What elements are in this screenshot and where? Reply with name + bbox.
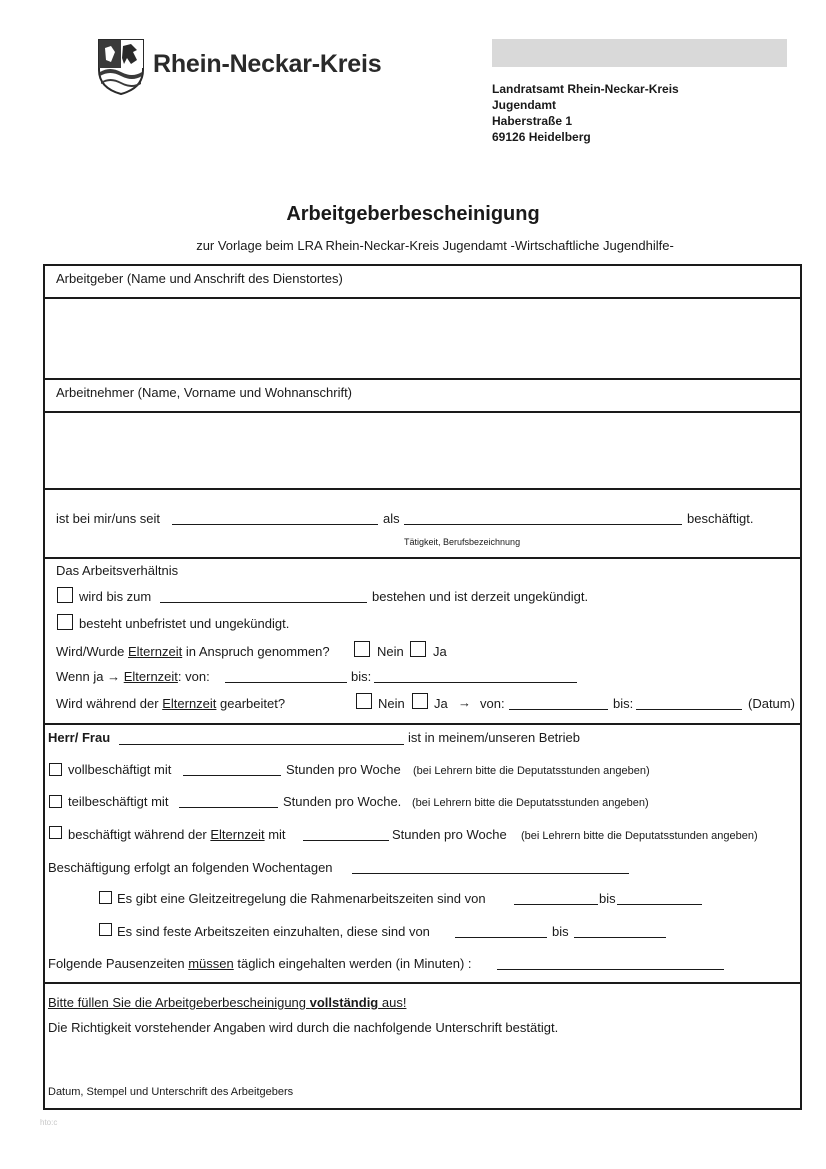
fixed-hours-checkbox[interactable] <box>99 923 112 936</box>
as-label: als <box>383 511 400 526</box>
logo-wordmark: Rhein-Neckar-Kreis <box>153 50 382 78</box>
q1-no-label: Nein <box>377 644 404 659</box>
breaks-underlined: müssen <box>188 956 234 971</box>
q2-prefix: Wird während der <box>56 696 163 711</box>
q2-to-label: bis: <box>613 696 634 711</box>
notice-bold: vollständig <box>309 995 379 1010</box>
q2-yes-label: Ja <box>434 696 448 711</box>
if-yes-underlined: Elternzeit <box>123 669 178 684</box>
employee-input-area[interactable] <box>45 413 800 488</box>
flextime-label: Es gibt eine Gleitzeitregelung die Rahmenarbeitszeiten sind von <box>117 891 486 906</box>
work-during-leave-question <box>56 696 285 711</box>
completion-notice <box>48 995 406 1010</box>
parental-work-label <box>68 827 286 842</box>
fulltime-checkbox[interactable] <box>49 763 62 776</box>
breaks-suffix: täglich eingehalten werden (in Minuten) : <box>233 956 472 971</box>
q2-date-hint: (Datum) <box>748 696 795 711</box>
fixed-hours-to-field[interactable] <box>574 937 666 938</box>
if-yes-line <box>56 669 210 684</box>
parental-work-suffix: Stunden pro Woche <box>392 827 507 842</box>
q1-prefix: Wird/Wurde <box>56 644 128 659</box>
fulltime-suffix: Stunden pro Woche <box>286 762 401 777</box>
q2-no-label: Nein <box>378 696 405 711</box>
fixed-hours-label: Es sind feste Arbeitszeiten einzuhalten, diese sind von <box>117 924 430 939</box>
signature-label: Datum, Stempel und Unterschrift des Arbeitgebers <box>48 1086 294 1098</box>
person-name-field[interactable] <box>119 744 404 745</box>
q2-no-checkbox[interactable] <box>356 693 372 709</box>
until-suffix: bestehen und ist derzeit ungekündigt. <box>372 589 589 604</box>
q2-suffix: gearbeitet? <box>216 696 286 711</box>
until-label: wird bis zum <box>79 589 152 604</box>
parental-work-hours-field[interactable] <box>303 840 389 841</box>
q1-suffix: in Anspruch genommen? <box>182 644 330 659</box>
q2-to-field[interactable] <box>636 709 742 710</box>
breaks-prefix: Folgende Pausenzeiten <box>48 956 189 971</box>
employer-input-area[interactable] <box>45 299 800 378</box>
ez-prefix: beschäftigt während der <box>68 827 211 842</box>
breaks-label <box>48 956 472 971</box>
parttime-hours-field[interactable] <box>179 807 278 808</box>
notice-suffix: aus! <box>378 995 407 1010</box>
notice-prefix: Bitte füllen Sie die Arbeitgeberbescheinigung <box>48 995 310 1010</box>
divider <box>43 488 802 490</box>
arrow-right-icon: → <box>107 669 121 684</box>
employer-label: Arbeitgeber (Name und Anschrift des Dienstortes) <box>56 271 343 286</box>
leave-to-field[interactable] <box>374 682 577 683</box>
document-subtitle: zur Vorlage beim LRA Rhein-Neckar-Kreis Jugendamt -Wirtschaftliche Jugendhilfe- <box>196 238 674 253</box>
relationship-heading: Das Arbeitsverhältnis <box>56 563 179 578</box>
leave-to-label: bis: <box>351 669 372 684</box>
address-line: 69126 Heidelberg <box>492 130 591 144</box>
flextime-checkbox[interactable] <box>99 891 112 904</box>
divider <box>43 723 802 725</box>
flextime-to-label: bis <box>599 891 616 906</box>
parental-work-note: (bei Lehrern bitte die Deputatsstunden angeben) <box>521 830 758 842</box>
coat-of-arms-logo <box>97 38 145 96</box>
if-yes-from: : von: <box>177 669 210 684</box>
document-title: Arbeitgeberbescheinigung <box>286 203 540 225</box>
job-title-field[interactable] <box>404 524 682 525</box>
until-date-field[interactable] <box>160 602 367 603</box>
q2-from-field[interactable] <box>509 709 608 710</box>
flextime-from-field[interactable] <box>514 904 598 905</box>
address-placeholder-bar <box>492 39 787 67</box>
q2-yes-checkbox[interactable] <box>412 693 428 709</box>
parttime-label: teilbeschäftigt mit <box>68 794 169 809</box>
weekdays-field[interactable] <box>352 873 629 874</box>
parttime-note: (bei Lehrern bitte die Deputatsstunden angeben) <box>412 797 649 809</box>
leave-from-field[interactable] <box>225 682 347 683</box>
fixed-hours-from-field[interactable] <box>455 937 547 938</box>
authority-address <box>492 81 679 145</box>
signature-area[interactable] <box>45 1040 800 1080</box>
divider <box>43 557 802 559</box>
q1-yes-label: Ja <box>433 644 447 659</box>
divider <box>43 982 802 984</box>
indefinite-checkbox[interactable] <box>57 614 73 630</box>
divider <box>43 378 802 380</box>
ez-underlined: Elternzeit <box>210 827 265 842</box>
indefinite-label: besteht unbefristet und ungekündigt. <box>79 616 290 631</box>
watermark: hto:c <box>40 1118 58 1127</box>
breaks-field[interactable] <box>497 969 724 970</box>
q2-underlined: Elternzeit <box>162 696 217 711</box>
q1-underlined: Elternzeit <box>128 644 183 659</box>
address-line: Haberstraße 1 <box>492 114 573 128</box>
parental-leave-question <box>56 644 330 659</box>
address-line: Landratsamt Rhein-Neckar-Kreis <box>492 82 679 96</box>
herr-frau-label: Herr/ Frau <box>48 730 111 745</box>
parental-work-checkbox[interactable] <box>49 826 62 839</box>
employed-suffix: beschäftigt. <box>687 511 754 526</box>
since-date-field[interactable] <box>172 524 378 525</box>
fulltime-label: vollbeschäftigt mit <box>68 762 172 777</box>
if-yes-label: Wenn ja <box>56 669 104 684</box>
arrow-right-icon: → <box>458 695 471 710</box>
employee-label: Arbeitnehmer (Name, Vorname und Wohnanschrift) <box>56 385 353 400</box>
parttime-suffix: Stunden pro Woche. <box>283 794 402 809</box>
address-line: Jugendamt <box>492 98 557 112</box>
fixed-hours-to-label: bis <box>552 924 569 939</box>
job-title-hint: Tätigkeit, Berufsbezeichnung <box>404 537 521 547</box>
ez-mid: mit <box>264 827 286 842</box>
fulltime-hours-field[interactable] <box>183 775 281 776</box>
person-suffix: ist in meinem/unseren Betrieb <box>408 730 580 745</box>
q2-from-label: von: <box>480 696 505 711</box>
since-label: ist bei mir/uns seit <box>56 511 161 526</box>
until-checkbox[interactable] <box>57 587 73 603</box>
confirmation-text: Die Richtigkeit vorstehender Angaben wird durch die nachfolgende Unterschrift bestätigt. <box>48 1020 559 1035</box>
parttime-checkbox[interactable] <box>49 795 62 808</box>
q1-yes-checkbox[interactable] <box>410 641 426 657</box>
weekdays-label: Beschäftigung erfolgt an folgenden Wochentagen <box>48 860 333 875</box>
fulltime-note: (bei Lehrern bitte die Deputatsstunden angeben) <box>413 765 650 777</box>
flextime-to-field[interactable] <box>617 904 702 905</box>
q1-no-checkbox[interactable] <box>354 641 370 657</box>
